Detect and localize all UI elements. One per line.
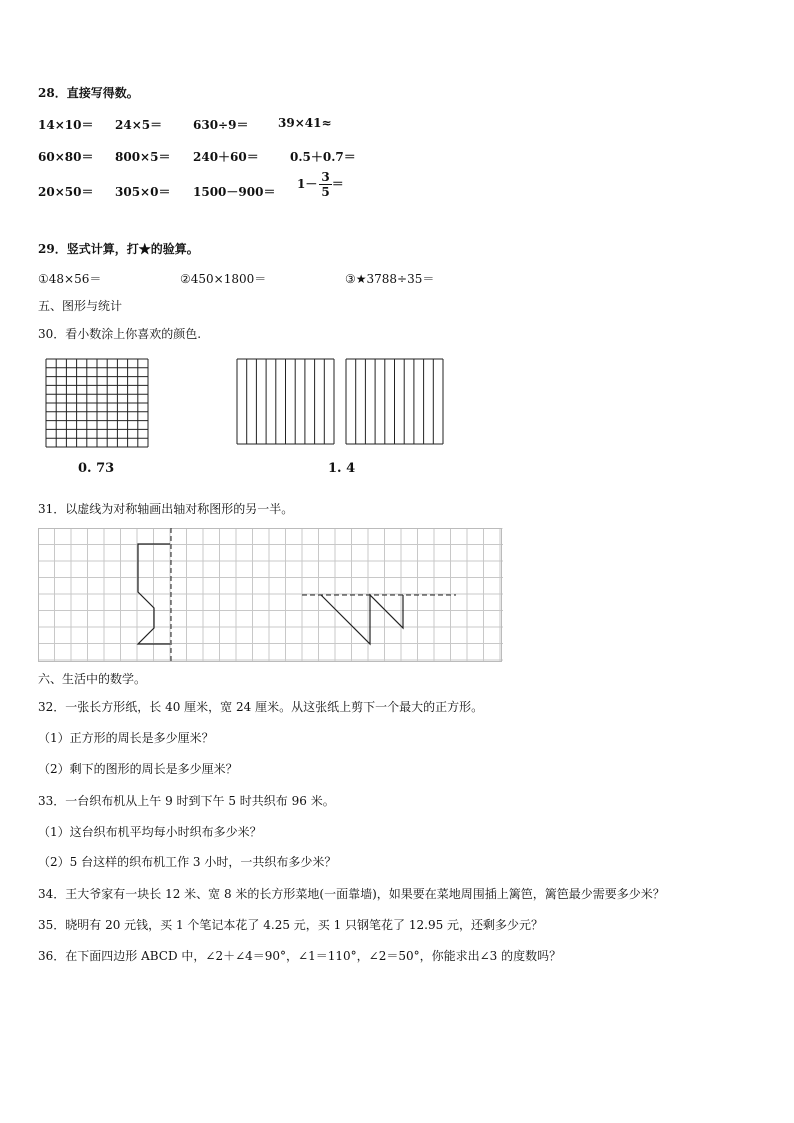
frac-denominator: 5 xyxy=(321,185,330,199)
q29-item-2: ②450×1800＝ xyxy=(180,272,267,286)
q33-sub-2: （2）5 台这样的织布机工作 3 小时，一共织布多少米？ xyxy=(38,855,337,869)
frac-numerator: 3 xyxy=(321,170,330,184)
q28-title: 28．直接写得数。 xyxy=(38,86,139,100)
q28-r2-c3: 240＋60＝ xyxy=(193,150,259,164)
q32-sub-2: （2）剩下的图形的周长是多少厘米？ xyxy=(38,762,238,776)
section-5-heading: 五、图形与统计 xyxy=(38,299,123,313)
q32-sub-1: （1）正方形的周长是多少厘米？ xyxy=(38,731,214,745)
q36-text: 36．在下面四边形 ABCD 中，∠2＋∠4＝90°，∠1＝110°，∠2＝50°，你能求出∠3 的度数吗？ xyxy=(38,949,562,963)
q28-r3-c3: 1500－900＝ xyxy=(193,185,276,199)
q29-item-1: ①48×56＝ xyxy=(38,272,102,286)
q28-r1-c2: 24×5＝ xyxy=(115,118,163,132)
q28-r2-c2: 800×5＝ xyxy=(115,150,171,164)
label-1-4: 1. 4 xyxy=(328,461,356,476)
symmetry-grid xyxy=(38,528,503,662)
q28-r1-c4: 39×41≈ xyxy=(278,116,332,130)
q28-r3-c2: 305×0＝ xyxy=(115,185,171,199)
q28-r1-c3: 630÷9＝ xyxy=(193,118,249,132)
q28-r2-c4: 0.5＋0.7＝ xyxy=(290,150,356,164)
q28-r2-c1: 60×80＝ xyxy=(38,150,94,164)
fraction xyxy=(319,170,331,199)
frac-prefix: 1－ xyxy=(297,177,318,191)
hundred-grid xyxy=(45,358,149,448)
frac-suffix: ＝ xyxy=(331,177,344,191)
q34-text: 34．王大爷家有一块长 12 米、宽 8 米的长方形菜地(一面靠墙)，如果要在菜地周围插上篱笆，篱笆最少需要多少米？ xyxy=(38,887,665,901)
half-shape-right xyxy=(321,595,403,644)
q32-title: 32．一张长方形纸，长 40 厘米，宽 24 厘米。从这张纸上剪下一个最大的正方形。 xyxy=(38,700,484,714)
tenths-strip-2 xyxy=(345,358,445,446)
q28-r1-c1: 14×10＝ xyxy=(38,118,94,132)
label-0-73: 0. 73 xyxy=(78,461,115,476)
tenths-strip-1 xyxy=(236,358,336,446)
q35-text: 35．晓明有 20 元钱，买 1 个笔记本花了 4.25 元，买 1 只钢笔花了 12.95 元，还剩多少元？ xyxy=(38,918,544,932)
section-6-heading: 六、生活中的数学。 xyxy=(38,672,147,686)
q29-title: 29．竖式计算，打★的验算。 xyxy=(38,242,199,256)
q29-item-3: ③★3788÷35＝ xyxy=(345,272,435,286)
q28-fraction-item xyxy=(297,170,344,199)
q31-title: 31．以虚线为对称轴画出轴对称图形的另一半。 xyxy=(38,502,294,516)
q28-r3-c1: 20×50＝ xyxy=(38,185,94,199)
q33-sub-1: （1）这台织布机平均每小时织布多少米？ xyxy=(38,825,262,839)
q30-title: 30．看小数涂上你喜欢的颜色. xyxy=(38,327,202,341)
q33-title: 33．一台织布机从上午 9 时到下午 5 时共织布 96 米。 xyxy=(38,794,335,808)
